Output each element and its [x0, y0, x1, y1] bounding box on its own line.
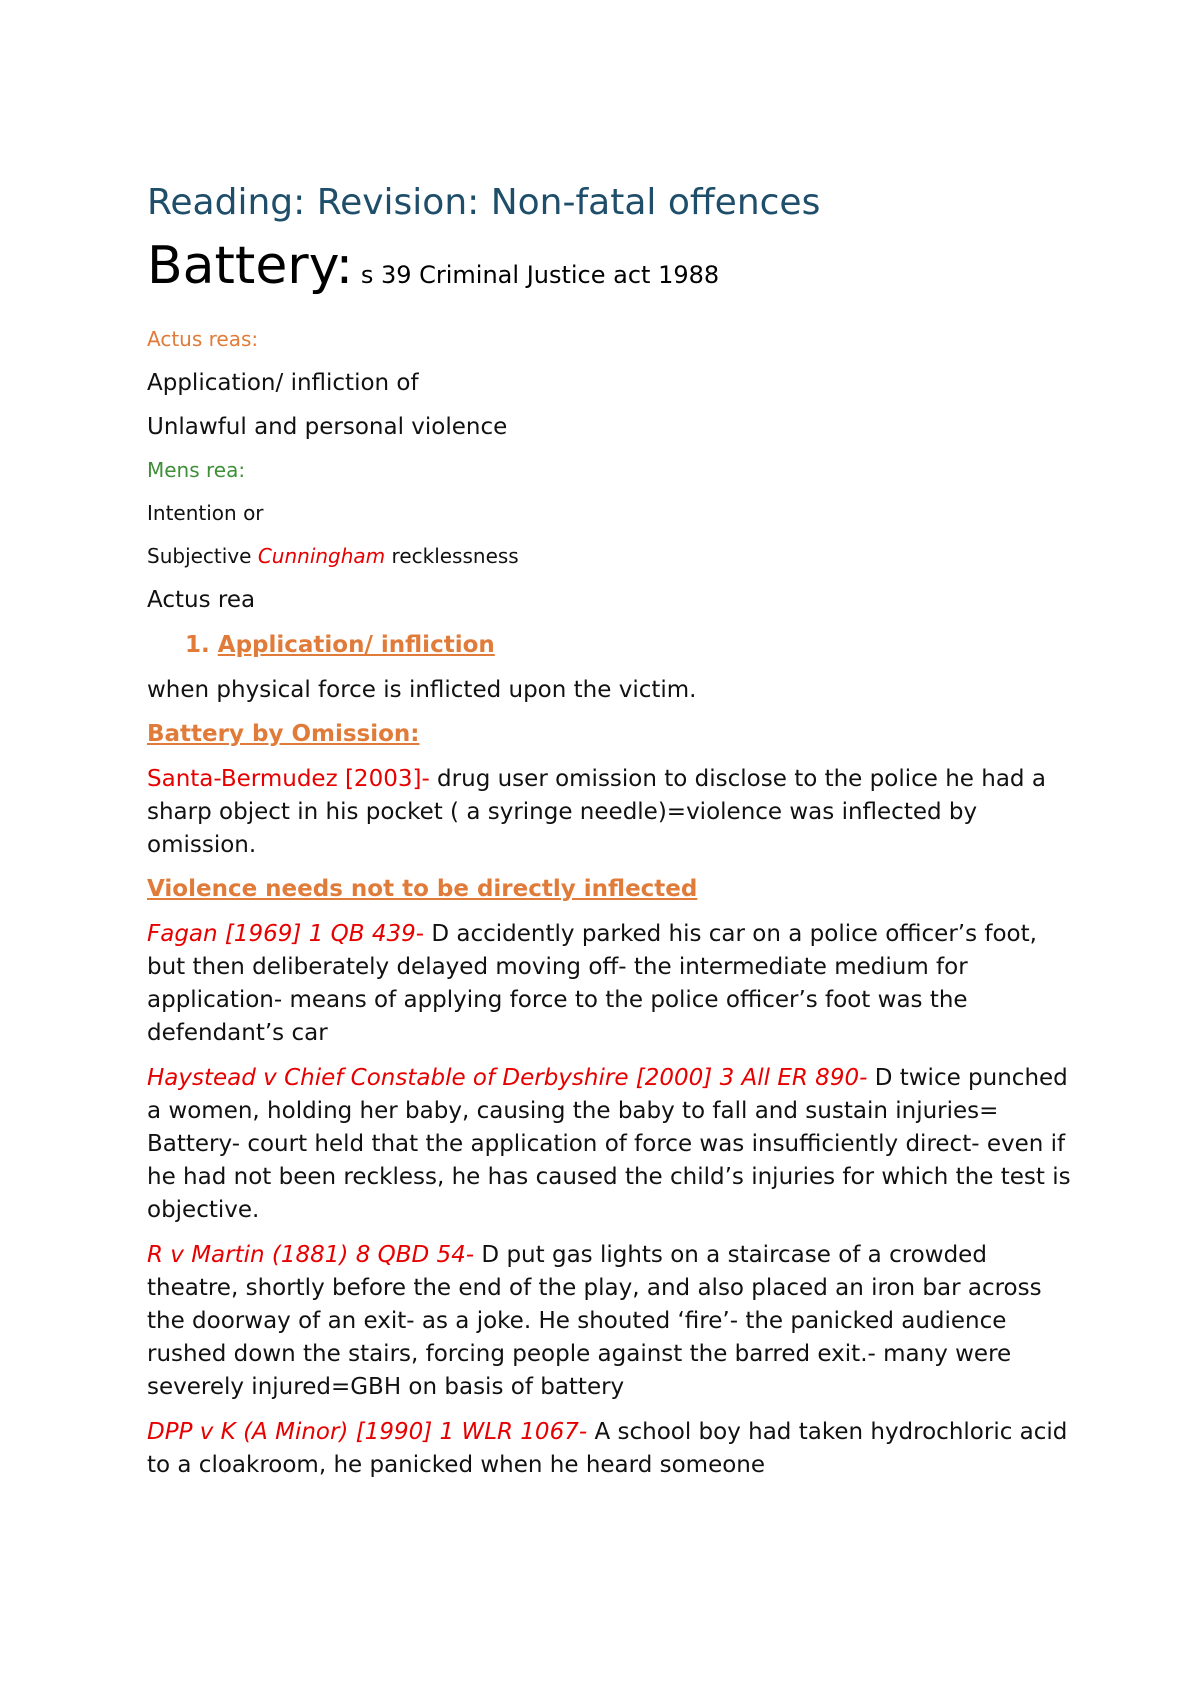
martin-case: R v Martin (1881) 8 QBD 54- — [147, 1242, 475, 1268]
omission-heading: Battery by Omission: — [147, 721, 420, 747]
mens-rea-line-2-post: recklessness — [385, 544, 519, 568]
document-page — [147, 180, 1077, 1494]
battery-statute: s 39 Criminal Justice act 1988 — [353, 261, 720, 289]
page-title: Reading: Revision: Non-fatal offences — [147, 182, 821, 223]
santa-bermudez-text: drug user omission to disclose to the police he had a sharp object in his pocket ( a syringe needle)=violence was inflected by omission. — [147, 766, 1046, 858]
actus-reas-line-1: Application/ infliction of — [147, 370, 419, 396]
santa-bermudez-case: Santa-Bermudez [2003]- — [147, 766, 430, 792]
mens-rea-line-1: Intention or — [147, 501, 264, 525]
haystead-paragraph — [147, 1062, 1077, 1227]
dpp-paragraph — [147, 1416, 1077, 1482]
violence-heading: Violence needs not to be directly inflected — [147, 876, 698, 902]
fagan-text: D accidently parked his car on a police officer’s foot, but then deliberately delayed moving off- the intermediate medium for application- means of applying force to the police officer’s foot was the defendant’s car — [147, 921, 1037, 1046]
actus-reas-line-2: Unlawful and personal violence — [147, 414, 508, 440]
martin-text: D put gas lights on a staircase of a crowded theatre, shortly before the end of the play, and also placed an iron bar across the doorway of an exit- as a joke. He shouted ‘fire’- the panicked audience rushed down the stairs, forcing people against the barred exit.- many were severely injured=GBH on basis of battery — [147, 1242, 1042, 1400]
item-1-label: Application/ infliction — [217, 632, 495, 658]
actus-reas-label: Actus reas: — [147, 327, 259, 351]
santa-bermudez-paragraph — [147, 763, 1077, 862]
mens-rea-line-2-pre: Subjective — [147, 544, 258, 568]
fagan-dash: - — [415, 921, 425, 947]
martin-paragraph — [147, 1239, 1077, 1404]
mens-rea-line-2 — [147, 543, 1077, 569]
battery-heading-line — [147, 234, 1077, 310]
item-1-description: when physical force is inflicted upon the victim. — [147, 677, 697, 703]
dpp-case: DPP v K (A Minor) [1990] 1 WLR 1067- — [147, 1419, 588, 1445]
haystead-case: Haystead v Chief Constable of Derbyshire [2000] 3 All ER 890- — [147, 1065, 868, 1091]
battery-heading: Battery: — [147, 236, 354, 296]
mens-rea-label: Mens rea: — [147, 458, 246, 482]
cunningham-case: Cunningham — [257, 544, 386, 568]
fagan-case: Fagan [1969] 1 QB 439 — [147, 921, 416, 947]
actus-rea-heading: Actus rea — [147, 587, 256, 613]
dpp-text: A school boy had taken hydrochloric acid to a cloakroom, he panicked when he heard someone — [147, 1419, 1068, 1478]
haystead-text: D twice punched a women, holding her baby, causing the baby to fall and sustain injuries= Battery- court held that the application of force was insufficiently direct- even if he had not been reckless, he has caused the child’s injuries for which the test is objective. — [147, 1065, 1071, 1223]
numbered-item-1 — [147, 630, 1077, 660]
fagan-paragraph — [147, 918, 1077, 1050]
item-1-number: 1. — [185, 632, 210, 658]
